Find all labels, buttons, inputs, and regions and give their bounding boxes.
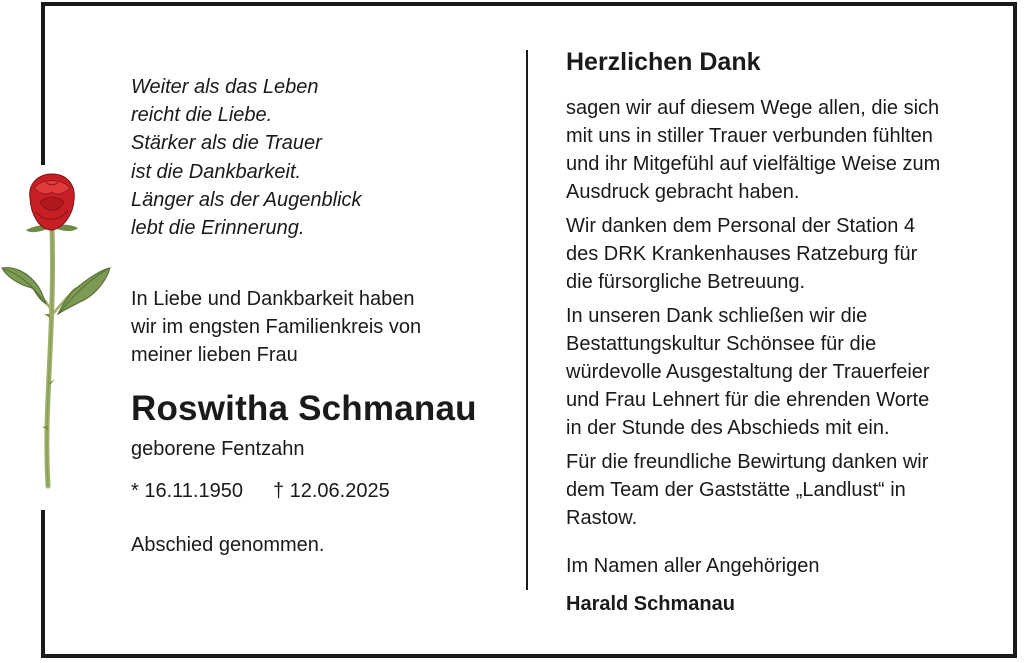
signature: Harald Schmanau <box>566 593 735 615</box>
paragraph-line: In unseren Dank schließen wir die <box>566 305 868 327</box>
death-date: † 12.06.2025 <box>272 480 390 503</box>
paragraph-line: die fürsorgliche Betreuung. <box>566 271 806 293</box>
poem-line: Stärker als die Trauer <box>131 132 322 155</box>
intro-line: meiner lieben Frau <box>131 344 298 367</box>
intro-line: In Liebe und Dankbarkeit haben <box>131 288 415 311</box>
paragraph-line: Rastow. <box>566 507 638 529</box>
thanks-heading: Herzlichen Dank <box>566 48 761 76</box>
paragraph-line: Bestattungskultur Schönsee für die <box>566 333 877 355</box>
intro-text <box>131 285 511 369</box>
poem-line: lebt die Erinnerung. <box>131 217 305 240</box>
paragraph-line: sagen wir auf diesem Wege allen, die sich <box>566 97 940 119</box>
paragraph-line: Wir danken dem Personal der Station 4 <box>566 215 916 237</box>
thanks-paragraph <box>566 212 996 296</box>
intro-line: wir im engsten Familienkreis von <box>131 316 422 339</box>
deceased-name: Roswitha Schmanau <box>131 389 477 429</box>
paragraph-line: in der Stunde des Abschieds mit ein. <box>566 417 890 439</box>
paragraph-line: und Frau Lehnert für die ehrenden Worte <box>566 389 930 411</box>
paragraph-line: würdevolle Ausgestaltung der Trauerfeier <box>566 361 930 383</box>
column-divider <box>526 50 528 590</box>
paragraph-line: Für die freundliche Bewirtung danken wir <box>566 451 929 473</box>
paragraph-line: mit uns in stiller Trauer verbunden fühlten <box>566 125 933 147</box>
poem-line: Länger als der Augenblick <box>131 188 362 211</box>
paragraph-line: des DRK Krankenhauses Ratzeburg für <box>566 243 918 265</box>
thanks-paragraph <box>566 448 996 532</box>
thanks-paragraph <box>566 302 996 442</box>
maiden-name: geborene Fentzahn <box>131 438 305 461</box>
farewell-text: Abschied genommen. <box>131 534 325 557</box>
paragraph-line: Ausdruck gebracht haben. <box>566 181 800 203</box>
memorial-poem <box>131 73 511 242</box>
poem-line: reicht die Liebe. <box>131 104 273 127</box>
poem-line: ist die Dankbarkeit. <box>131 160 302 183</box>
left-column <box>131 73 511 559</box>
closing-text: Im Namen aller Angehörigen <box>566 555 820 577</box>
red-rose-icon <box>0 168 115 498</box>
life-dates <box>131 477 511 505</box>
paragraph-line: und ihr Mitgefühl auf vielfältige Weise zum <box>566 153 941 175</box>
thanks-paragraph <box>566 94 996 206</box>
poem-line: Weiter als das Leben <box>131 76 319 98</box>
birth-date: * 16.11.1950 <box>131 480 243 503</box>
paragraph-line: dem Team der Gaststätte „Landlust“ in <box>566 479 906 501</box>
right-column <box>566 44 996 618</box>
